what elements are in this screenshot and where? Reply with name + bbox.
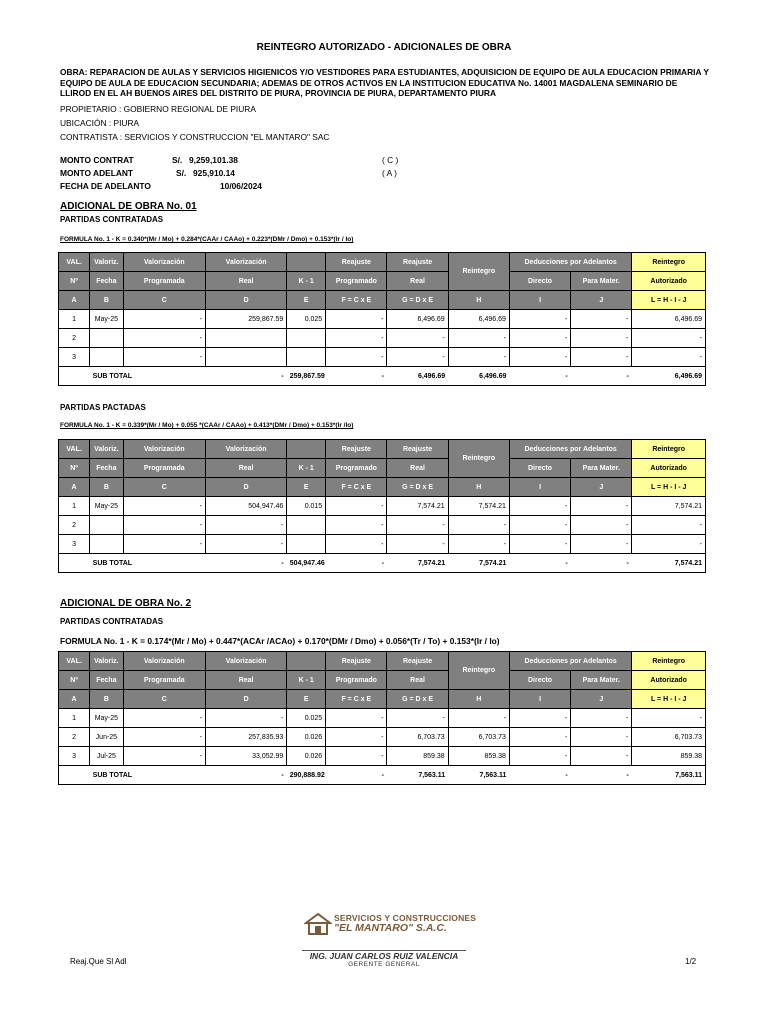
table-cell: 2 (59, 516, 90, 535)
ad2-contratadas-formula: FORMULA No. 1 - K = 0.174*(Mr / Mo) + 0.447*(ACAr /ACAo) + 0.170*(DMr / Dmo) + 0.056*(Tr / To) + 0.153*(Ir / Io) (60, 636, 500, 646)
table-cell: - (326, 709, 387, 728)
header-cell: Reajuste (326, 652, 387, 671)
subtotal-cell: 7,563.11 (387, 766, 448, 785)
header-cell: Nº (59, 671, 90, 690)
adicional-1-title: ADICIONAL DE OBRA No. 01 (60, 201, 197, 212)
table-cell: - (123, 497, 205, 516)
table-cell: - (571, 348, 632, 367)
obra-description: OBRA: REPARACION DE AULAS Y SERVICIOS HIGIENICOS Y/O VESTIDORES PARA ESTUDIANTES, ADQUISICION DE EQUIPO DE AULA EDUCACION PRIMARIA Y EQUIPO DE AULA DE EDUCACION SECUNDARIA; ADEMAS DE OTROS ACTIVOS EN LA INSTITUCION EDUCATIVA No. 14001 MAGDALENA SEMINARIO DE LLIROD EN EL AH BUENOS AIRES DEL DISTRITO DE PIURA, PROVINCIA DE PIURA, DEPARTAMENTO PIURA (60, 67, 709, 98)
table-cell: - (123, 310, 205, 329)
monto-contrato-label: MONTO CONTRAT (60, 155, 134, 165)
header-cell: J (571, 690, 632, 709)
table-cell: 504,947.46 (205, 497, 286, 516)
subtotal-cell: - (509, 766, 570, 785)
table-cell: - (387, 516, 448, 535)
header-cell: K - 1 (287, 272, 326, 291)
header-cell: Directo (509, 671, 570, 690)
subtotal-cell: 7,574.21 (632, 554, 706, 573)
table-cell: May-25 (90, 310, 123, 329)
header-cell: B (90, 478, 123, 497)
house-logo-icon (304, 913, 332, 935)
header-cell: Valoriz. (90, 652, 123, 671)
sheet-name: Reaj.Que Sl Adl (70, 957, 127, 966)
monto-adelanto-tag: ( A ) (382, 168, 397, 178)
header-cell: Reintegro (632, 652, 706, 671)
table-cell: - (387, 329, 448, 348)
subtotal-cell: 504,947.46 (287, 554, 326, 573)
subtotal-cell: - (571, 367, 632, 386)
header-cell: Para Mater. (571, 671, 632, 690)
header-cell: Fecha (90, 671, 123, 690)
table-cell: - (387, 535, 448, 554)
header-cell: Valorización (123, 652, 205, 671)
subtotal-cell: - (205, 554, 286, 573)
table-cell: - (326, 348, 387, 367)
table-cell (205, 329, 286, 348)
table-row (59, 535, 706, 554)
table-cell: 6,496.69 (632, 310, 706, 329)
header-cell: Autorizado (632, 272, 706, 291)
signer-role: GERENTE GENERAL (348, 961, 420, 968)
fecha-adelanto-value: 10/06/2024 (220, 181, 262, 191)
subtotal-cell: 7,574.21 (387, 554, 448, 573)
table-cell (287, 329, 326, 348)
header-cell: Programada (123, 671, 205, 690)
subtotal-cell: 6,496.69 (387, 367, 448, 386)
signer-name: ING. JUAN CARLOS RUIZ VALENCIA (309, 951, 459, 961)
subtotal-cell: 6,496.69 (632, 367, 706, 386)
subtotal-cell: 7,563.11 (632, 766, 706, 785)
ad1-contratadas-label: PARTIDAS CONTRATADAS (60, 215, 164, 224)
page-title: REINTEGRO AUTORIZADO - ADICIONALES DE OBRA (256, 42, 512, 53)
header-cell: H (448, 291, 509, 310)
ad2-contratadas-table (58, 651, 706, 785)
table-cell: 3 (59, 348, 90, 367)
table-cell: 7,574.21 (632, 497, 706, 516)
header-cell: B (90, 291, 123, 310)
header-cell: Deducciones por Adelantos (509, 652, 631, 671)
table-cell: - (571, 709, 632, 728)
header-cell: I (509, 690, 570, 709)
header-cell (287, 440, 326, 459)
table-cell: - (387, 709, 448, 728)
table-cell: - (123, 516, 205, 535)
logo-company-name: "EL MANTARO" S.A.C. (334, 922, 447, 934)
header-cell: Deducciones por Adelantos (509, 253, 631, 272)
header-cell: F = C x E (326, 690, 387, 709)
header-cell: Autorizado (632, 459, 706, 478)
header-cell: D (205, 690, 286, 709)
table-cell: - (571, 535, 632, 554)
header-cell: Deducciones por Adelantos (509, 440, 631, 459)
subtotal-cell: - (326, 766, 387, 785)
table-cell: - (509, 497, 570, 516)
fecha-adelanto-label: FECHA DE ADELANTO (60, 181, 151, 191)
table-row (59, 310, 706, 329)
ad1-pactadas-label: PARTIDAS PACTADAS (60, 403, 146, 412)
header-cell: D (205, 478, 286, 497)
header-cell: Reintegro (448, 253, 509, 291)
header-cell: Nº (59, 459, 90, 478)
header-cell: Fecha (90, 459, 123, 478)
table-cell: 1 (59, 709, 90, 728)
table-row (59, 329, 706, 348)
table-cell: - (123, 348, 205, 367)
ad1-contratadas-table (58, 252, 706, 386)
table-row (59, 497, 706, 516)
subtotal-cell: 7,563.11 (448, 766, 509, 785)
subtotal-cell: 7,574.21 (448, 554, 509, 573)
table-cell: - (123, 709, 205, 728)
subtotal-cell: - (509, 367, 570, 386)
header-cell: Valorización (205, 440, 286, 459)
header-cell: Valoriz. (90, 440, 123, 459)
table-cell (59, 554, 90, 573)
table-cell: - (509, 535, 570, 554)
subtotal-cell: 290,888.92 (287, 766, 326, 785)
table-cell: 0.026 (287, 728, 326, 747)
header-cell: Valorización (205, 253, 286, 272)
table-cell: - (123, 747, 205, 766)
table-cell: 6,496.69 (448, 310, 509, 329)
header-cell: E (287, 291, 326, 310)
monto-adelanto-value: 925,910.14 (193, 168, 235, 178)
table-cell (90, 348, 123, 367)
table-cell: - (509, 516, 570, 535)
header-cell: K - 1 (287, 459, 326, 478)
header-cell: Para Mater. (571, 459, 632, 478)
header-cell: Reintegro (448, 652, 509, 690)
table-cell: 6,496.69 (387, 310, 448, 329)
header-cell: Real (205, 671, 286, 690)
table-cell: - (205, 516, 286, 535)
table-cell (287, 516, 326, 535)
table-cell: 33,052.99 (205, 747, 286, 766)
table-cell: 2 (59, 329, 90, 348)
table-cell: - (326, 747, 387, 766)
monto-adelanto-label: MONTO ADELANT (60, 168, 134, 178)
header-cell: Reintegro (632, 253, 706, 272)
header-cell: C (123, 291, 205, 310)
table-cell: 6,703.73 (448, 728, 509, 747)
header-cell: H (448, 478, 509, 497)
table-cell: 1 (59, 310, 90, 329)
table-cell: - (205, 709, 286, 728)
table-cell: - (571, 516, 632, 535)
table-cell: - (571, 497, 632, 516)
table-cell: - (205, 535, 286, 554)
ad1-contratadas-formula: FORMULA No. 1 - K = 0.340*(Mr / Mo) + 0.284*(CAAr / CAAo) + 0.223*(DMr / Dmo) + 0.153*(Ir / Io) (60, 236, 354, 243)
monto-contrato-value: 9,259,101.38 (189, 155, 238, 165)
table-cell: 6,703.73 (632, 728, 706, 747)
table-cell: - (326, 535, 387, 554)
header-cell: Programada (123, 459, 205, 478)
table-cell: - (326, 516, 387, 535)
table-cell: - (123, 329, 205, 348)
header-cell: K - 1 (287, 671, 326, 690)
adicional-2-title: ADICIONAL DE OBRA No. 2 (60, 598, 192, 609)
header-cell: VAL. (59, 652, 90, 671)
table-cell: 257,835.93 (205, 728, 286, 747)
header-cell: VAL. (59, 440, 90, 459)
header-cell: Reajuste (326, 253, 387, 272)
table-cell: - (632, 348, 706, 367)
table-cell: May-25 (90, 497, 123, 516)
table-cell: - (571, 747, 632, 766)
header-cell (287, 652, 326, 671)
propietario-text: PROPIETARIO : GOBIERNO REGIONAL DE PIURA (60, 104, 256, 114)
table-cell: - (448, 329, 509, 348)
subtotal-cell: - (205, 367, 286, 386)
page-number: 1/2 (685, 957, 697, 966)
header-cell: Real (205, 459, 286, 478)
table-cell: - (448, 709, 509, 728)
table-cell: 1 (59, 497, 90, 516)
ubicacion-text: UBICACIÓN : PIURA (60, 118, 140, 128)
header-cell: A (59, 291, 90, 310)
header-cell: Real (387, 459, 448, 478)
table-cell: - (448, 348, 509, 367)
subtotal-label: SUB TOTAL (90, 367, 206, 386)
header-cell: Real (387, 272, 448, 291)
header-cell: J (571, 291, 632, 310)
table-cell: 7,574.21 (387, 497, 448, 516)
header-cell: Fecha (90, 272, 123, 291)
table-cell: 259,867.59 (205, 310, 286, 329)
table-cell: - (326, 310, 387, 329)
subtotal-row (59, 367, 706, 386)
subtotal-cell: - (571, 766, 632, 785)
table-cell (59, 367, 90, 386)
header-cell: Para Mater. (571, 272, 632, 291)
header-cell: I (509, 291, 570, 310)
table-cell: 859.38 (448, 747, 509, 766)
table-cell: May-25 (90, 709, 123, 728)
header-cell: Reintegro (632, 440, 706, 459)
subtotal-row (59, 554, 706, 573)
table-cell: - (509, 709, 570, 728)
header-cell: Valorización (123, 253, 205, 272)
header-cell: Valorización (123, 440, 205, 459)
table-cell: - (326, 497, 387, 516)
header-cell: Programado (326, 671, 387, 690)
table-cell (90, 329, 123, 348)
header-cell: Autorizado (632, 671, 706, 690)
table-cell: 0.015 (287, 497, 326, 516)
table-cell: - (448, 516, 509, 535)
header-cell: C (123, 690, 205, 709)
header-cell: Reajuste (387, 253, 448, 272)
logo-company-line: SERVICIOS Y CONSTRUCCIONES (334, 913, 477, 923)
header-cell: Programado (326, 459, 387, 478)
table-cell: - (326, 728, 387, 747)
ad1-pactadas-formula: FORMULA No. 1 - K = 0.339*(Mr / Mo) + 0.055 *(CAAr / CAAo) + 0.413*(DMr / Dmo) + 0.153*(Ir /Io) (60, 422, 354, 429)
table-cell: 859.38 (632, 747, 706, 766)
header-cell: Directo (509, 272, 570, 291)
table-cell: Jun-25 (90, 728, 123, 747)
table-cell: - (326, 329, 387, 348)
header-cell: G = D x E (387, 690, 448, 709)
subtotal-label: SUB TOTAL (90, 554, 206, 573)
header-cell: Reajuste (387, 440, 448, 459)
header-cell: E (287, 478, 326, 497)
table-cell (287, 348, 326, 367)
table-cell: - (632, 709, 706, 728)
table-cell: 0.025 (287, 310, 326, 329)
table-cell: 7,574.21 (448, 497, 509, 516)
monto-contrato-currency: S/. (172, 155, 183, 165)
header-cell: Programado (326, 272, 387, 291)
table-cell: - (448, 535, 509, 554)
subtotal-cell: - (509, 554, 570, 573)
table-cell (90, 516, 123, 535)
table-cell: 6,703.73 (387, 728, 448, 747)
table-cell: - (632, 535, 706, 554)
table-cell: - (632, 329, 706, 348)
monto-contrato-tag: ( C ) (382, 155, 399, 165)
header-cell: F = C x E (326, 291, 387, 310)
table-cell: 3 (59, 747, 90, 766)
table-cell (59, 766, 90, 785)
subtotal-cell: - (571, 554, 632, 573)
monto-adelanto-currency: S/. (176, 168, 187, 178)
table-cell (287, 535, 326, 554)
header-cell: VAL. (59, 253, 90, 272)
table-cell: - (387, 348, 448, 367)
header-cell: B (90, 690, 123, 709)
header-cell: Programada (123, 272, 205, 291)
subtotal-cell: 259,867.59 (287, 367, 326, 386)
header-cell: E (287, 690, 326, 709)
table-cell: Jul-25 (90, 747, 123, 766)
header-cell: Real (387, 671, 448, 690)
table-row (59, 709, 706, 728)
table-cell (205, 348, 286, 367)
table-cell: 0.025 (287, 709, 326, 728)
header-cell: Valorización (205, 652, 286, 671)
table-cell: - (632, 516, 706, 535)
header-cell: G = D x E (387, 291, 448, 310)
table-cell: - (123, 728, 205, 747)
subtotal-row (59, 766, 706, 785)
header-cell: L = H - I - J (632, 690, 706, 709)
ad1-pactadas-table (58, 439, 706, 573)
header-cell: C (123, 478, 205, 497)
table-cell: - (123, 535, 205, 554)
table-cell: - (509, 348, 570, 367)
table-cell: - (509, 329, 570, 348)
subtotal-cell: - (205, 766, 286, 785)
header-cell: G = D x E (387, 478, 448, 497)
header-cell: D (205, 291, 286, 310)
header-cell (287, 253, 326, 272)
ad2-contratadas-label: PARTIDAS CONTRATADAS (60, 617, 164, 626)
table-cell: 3 (59, 535, 90, 554)
header-cell: J (571, 478, 632, 497)
table-row (59, 747, 706, 766)
header-cell: L = H - I - J (632, 478, 706, 497)
table-cell: 859.38 (387, 747, 448, 766)
table-cell: - (509, 747, 570, 766)
table-row (59, 348, 706, 367)
table-cell: - (571, 310, 632, 329)
subtotal-cell: 6,496.69 (448, 367, 509, 386)
subtotal-cell: - (326, 367, 387, 386)
header-cell: Nº (59, 272, 90, 291)
contratista-text: CONTRATISTA : SERVICIOS Y CONSTRUCCION "EL MANTARO" SAC (60, 132, 330, 142)
header-cell: Reintegro (448, 440, 509, 478)
table-cell (90, 535, 123, 554)
header-cell: Reajuste (326, 440, 387, 459)
header-cell: I (509, 478, 570, 497)
header-cell: Valoriz. (90, 253, 123, 272)
header-cell: Directo (509, 459, 570, 478)
header-cell: A (59, 478, 90, 497)
table-cell: 0.026 (287, 747, 326, 766)
header-cell: Reajuste (387, 652, 448, 671)
table-row (59, 516, 706, 535)
header-cell: F = C x E (326, 478, 387, 497)
table-cell: - (571, 728, 632, 747)
table-cell: - (509, 310, 570, 329)
table-row (59, 728, 706, 747)
table-cell: 2 (59, 728, 90, 747)
header-cell: H (448, 690, 509, 709)
table-cell: - (509, 728, 570, 747)
header-cell: Real (205, 272, 286, 291)
header-cell: A (59, 690, 90, 709)
subtotal-cell: - (326, 554, 387, 573)
subtotal-label: SUB TOTAL (90, 766, 206, 785)
header-cell: L = H - I - J (632, 291, 706, 310)
table-cell: - (571, 329, 632, 348)
